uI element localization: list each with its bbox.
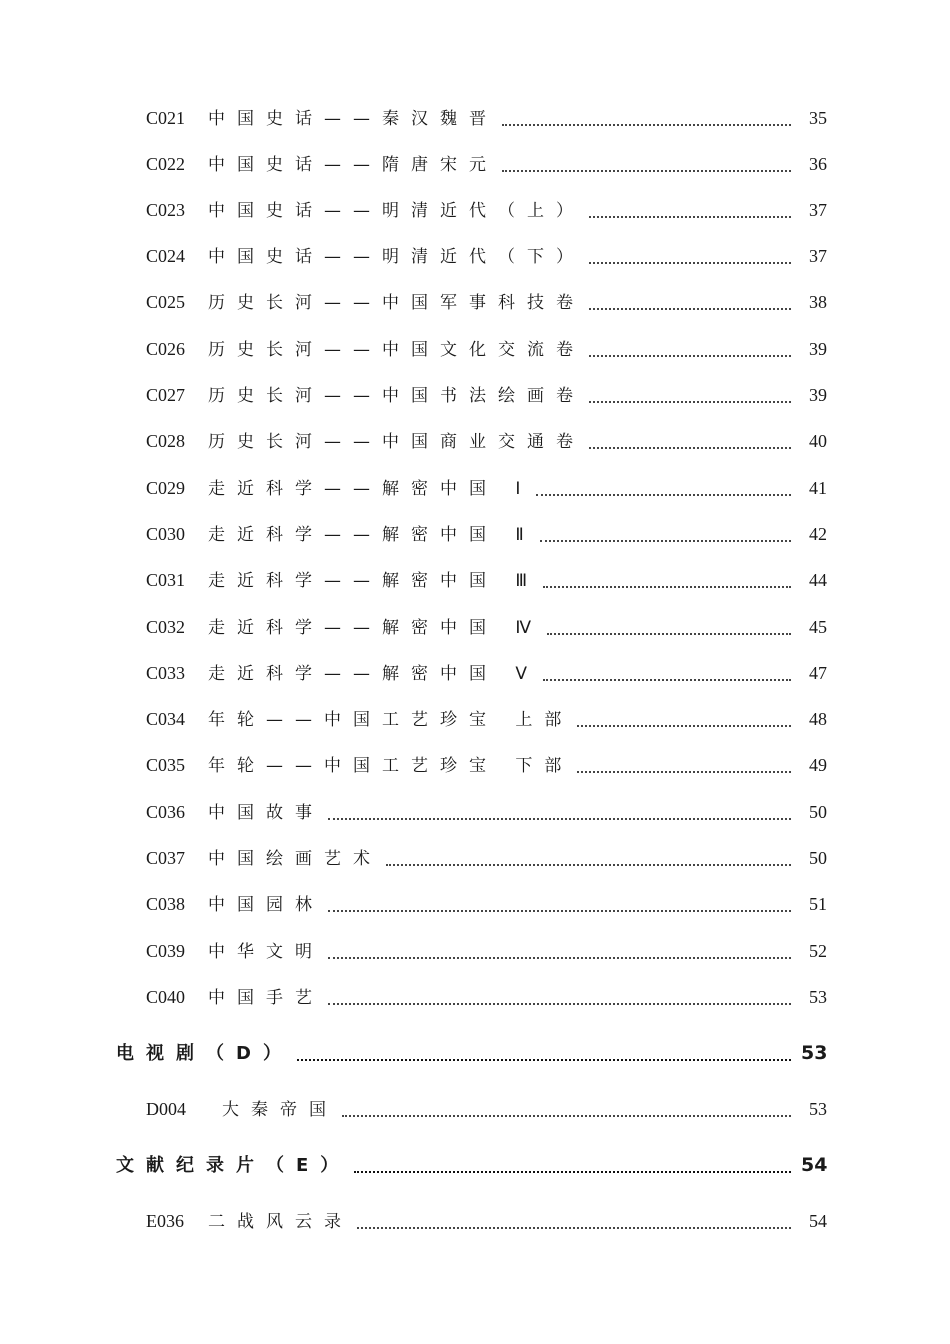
entry-title: 历史长河——中国商业交通卷 [208,432,585,452]
dot-leader [589,256,791,264]
toc-entry[interactable] [146,243,827,269]
entry-title: 历史长河——中国军事科技卷 [208,293,585,313]
entry-code: C024 [146,246,186,266]
dot-leader [577,765,791,773]
toc-entry[interactable] [146,799,827,825]
entry-title: 年轮——中国工艺珍宝 下部 [208,756,574,776]
entry-page-number: 47 [809,663,827,683]
entry-title: 中国手艺 [208,988,324,1008]
entry-page-number: 37 [809,246,827,266]
toc-entry[interactable] [146,521,827,547]
section-page-number: 53 [801,1042,828,1064]
dot-leader [577,719,791,727]
entry-title: 二战风云录 [208,1212,353,1232]
entry-title: 走近科学——解密中国 Ⅱ [208,525,536,545]
dot-leader [357,1221,791,1229]
toc-entry[interactable] [146,1096,827,1122]
entry-code: E036 [146,1211,184,1231]
entry-title: 中国史话——明清近代（上） [208,201,585,221]
entry-code: C023 [146,200,186,220]
dot-leader [589,349,791,357]
dot-leader [502,118,791,126]
dot-leader [502,164,791,172]
dot-leader [589,210,791,218]
entry-code: C035 [146,755,186,775]
dot-leader [589,441,791,449]
toc-entry[interactable] [146,475,827,501]
toc-entry[interactable] [146,845,827,871]
entry-code: C040 [146,987,186,1007]
entry-title: 中国故事 [208,803,324,823]
entry-page-number: 51 [809,894,827,914]
entry-code: C032 [146,617,186,637]
section-title: 电视剧（D） [116,1043,293,1064]
entry-code: C037 [146,848,186,868]
dot-leader [354,1165,791,1173]
toc-entry[interactable] [146,428,827,454]
dot-leader [328,904,791,912]
entry-title: 大秦帝国 [222,1100,338,1120]
entry-code: C027 [146,385,186,405]
toc-entry[interactable] [146,1208,827,1234]
entry-title: 走近科学——解密中国 Ⅴ [208,664,540,684]
entry-title: 走近科学——解密中国 Ⅲ [208,571,540,591]
dot-leader [386,858,791,866]
dot-leader [540,534,791,542]
entry-title: 中国史话——隋唐宋元 [208,155,498,175]
dot-leader [589,395,791,403]
entry-code: C031 [146,570,186,590]
toc-entry[interactable] [146,984,827,1010]
entry-page-number: 44 [809,570,827,590]
entry-page-number: 36 [809,154,827,174]
entry-title: 中国绘画艺术 [208,849,382,869]
entry-code: C029 [146,478,186,498]
entry-title: 中国史话——秦汉魏晋 [208,109,498,129]
entry-code: C028 [146,431,186,451]
entry-page-number: 49 [809,755,827,775]
toc-entry[interactable] [146,151,827,177]
entry-code: C022 [146,154,186,174]
entry-code: C026 [146,339,186,359]
dot-leader [328,951,791,959]
toc-entry[interactable] [146,105,827,131]
entry-code: C039 [146,941,186,961]
toc-entry[interactable] [146,614,827,640]
entry-code: C036 [146,802,186,822]
entry-page-number: 39 [809,339,827,359]
entry-code: C030 [146,524,186,544]
toc-entry[interactable] [146,336,827,362]
toc-entry[interactable] [146,197,827,223]
entry-title: 中国园林 [208,895,324,915]
entry-code: D004 [146,1099,186,1119]
toc-entry[interactable] [146,891,827,917]
entry-code: C025 [146,292,186,312]
toc-entry[interactable] [146,289,827,315]
toc-entry[interactable] [146,938,827,964]
dot-leader [547,627,791,635]
entry-page-number: 37 [809,200,827,220]
entry-page-number: 42 [809,524,827,544]
toc-entry[interactable] [146,706,827,732]
entry-title: 历史长河——中国书法绘画卷 [208,386,585,406]
entry-page-number: 45 [809,617,827,637]
dot-leader [543,673,791,681]
dot-leader [297,1053,791,1061]
dot-leader [328,997,791,1005]
entry-code: C021 [146,108,186,128]
entry-code: C038 [146,894,186,914]
dot-leader [328,812,791,820]
entry-code: C034 [146,709,186,729]
entry-code: C033 [146,663,186,683]
entry-title: 中华文明 [208,942,324,962]
entry-title: 历史长河——中国文化交流卷 [208,340,585,360]
section-page-number: 54 [801,1154,828,1176]
entry-page-number: 41 [809,478,827,498]
toc-entry[interactable] [146,382,827,408]
entry-page-number: 53 [809,1099,827,1119]
entry-page-number: 38 [809,292,827,312]
entry-page-number: 48 [809,709,827,729]
section-title: 文献纪录片（E） [116,1155,351,1176]
dot-leader [589,302,791,310]
toc-section-heading[interactable] [116,1040,827,1066]
toc-entry[interactable] [146,660,827,686]
dot-leader [543,580,791,588]
entry-page-number: 39 [809,385,827,405]
entry-page-number: 54 [809,1211,827,1231]
entry-page-number: 50 [809,802,827,822]
entry-title: 年轮——中国工艺珍宝 上部 [208,710,574,730]
entry-page-number: 40 [809,431,827,451]
toc-entry[interactable] [146,567,827,593]
dot-leader [536,488,791,496]
entry-page-number: 53 [809,987,827,1007]
entry-page-number: 50 [809,848,827,868]
entry-page-number: 52 [809,941,827,961]
entry-page-number: 35 [809,108,827,128]
toc-section-heading[interactable] [116,1152,827,1178]
dot-leader [342,1109,791,1117]
entry-title: 中国史话——明清近代（下） [208,247,585,267]
toc-entry[interactable] [146,752,827,778]
entry-title: 走近科学——解密中国 Ⅳ [208,618,544,638]
entry-title: 走近科学——解密中国 Ⅰ [208,479,533,499]
